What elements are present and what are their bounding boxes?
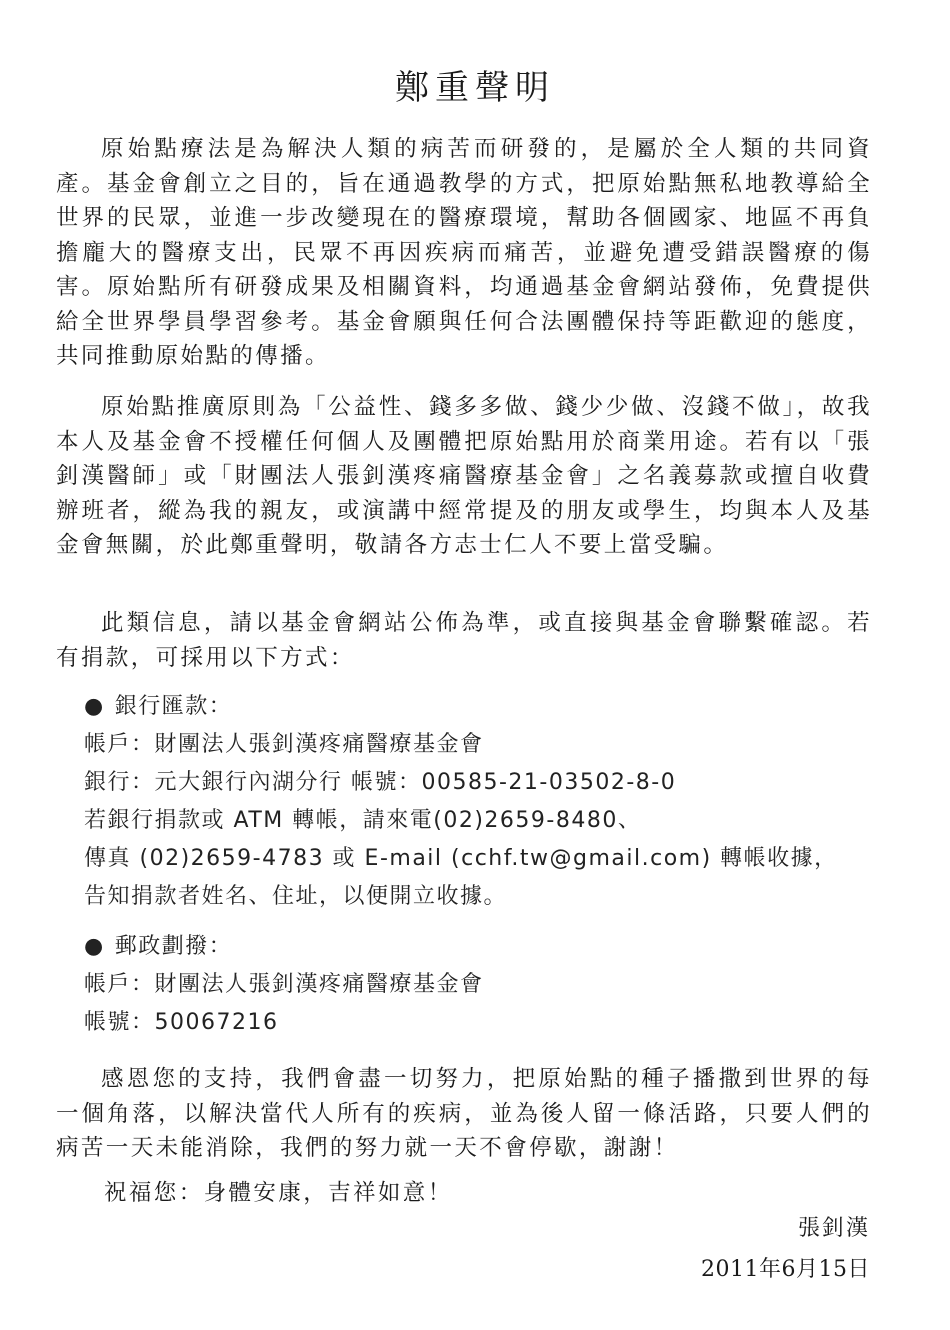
paragraph-gratitude: 感恩您的支持，我們會盡一切努力，把原始點的種子播撒到世界的每一個角落，以解決當代人所有的疾病，並為後人留一條活路，只要人們的病苦一天未能消除，我們的努力就一天不會停歇，謝謝！ bbox=[56, 1066, 872, 1161]
bank-transfer-section bbox=[84, 688, 884, 916]
paragraph-donation-intro: 此類信息，請以基金會網站公佈為準，或直接與基金會聯繫確認。若有捐款，可採用以下方式： bbox=[56, 610, 872, 671]
postal-account-name: 帳戶：財團法人張釗漢疼痛醫療基金會 bbox=[84, 972, 484, 997]
postal-transfer-section bbox=[84, 928, 884, 1042]
bank-account-name: 帳戶：財團法人張釗漢疼痛醫療基金會 bbox=[84, 732, 484, 757]
bullet-icon: ● bbox=[84, 694, 105, 719]
bank-account-number: 銀行：元大銀行內湖分行 帳號：00585-21-03502-8-0 bbox=[84, 770, 677, 795]
bank-note-line-1: 若銀行捐款或 ATM 轉帳，請來電(02)2659-8480、 bbox=[84, 808, 642, 833]
bank-note-line-2: 傳真 (02)2659-4783 或 E-mail (cchf.tw@gmail.com) 轉帳收據， bbox=[84, 846, 838, 871]
signature: 張釗漢 bbox=[797, 1216, 870, 1241]
bank-note-line-3: 告知捐款者姓名、住址，以便開立收據。 bbox=[84, 884, 508, 909]
postal-transfer-heading bbox=[84, 928, 884, 966]
postal-account-number: 帳號：50067216 bbox=[84, 1010, 279, 1035]
page-title: 鄭重聲明 bbox=[395, 68, 555, 108]
blessing-line: 祝福您：身體安康，吉祥如意！ bbox=[104, 1180, 453, 1206]
postal-transfer-label: 郵政劃撥： bbox=[114, 934, 233, 959]
bank-transfer-heading bbox=[84, 688, 884, 726]
date-line: 2011年6月15日 bbox=[701, 1257, 870, 1282]
paragraph-purpose: 原始點療法是為解決人類的病苦而研發的，是屬於全人類的共同資產。基金會創立之目的，旨在通過教學的方式，把原始點無私地教導給全世界的民眾，並進一步改變現在的醫療環境，幫助各個國家、地區不再負擔龐大的醫療支出，民眾不再因疾病而痛苦，並避免遭受錯誤醫療的傷害。原始點所有研發成果及相關資料，均通過基金會網站發佈，免費提供給全世界學員學習參考。基金會願與任何合法團體保持等距歡迎的態度，共同推動原始點的傳播。 bbox=[56, 136, 872, 369]
bank-transfer-label: 銀行匯款： bbox=[114, 694, 233, 719]
paragraph-principle: 原始點推廣原則為「公益性、錢多多做、錢少少做、沒錢不做」，故我本人及基金會不授權任何個人及團體把原始點用於商業用途。若有以「張釗漢醫師」或「財團法人張釗漢疼痛醫療基金會」之名義募款或擅自收費辦班者，縱為我的親友，或演講中經常提及的朋友或學生，均與本人及基金會無關，於此鄭重聲明，敬請各方志士仁人不要上當受騙。 bbox=[56, 394, 872, 558]
bullet-icon: ● bbox=[84, 934, 105, 959]
